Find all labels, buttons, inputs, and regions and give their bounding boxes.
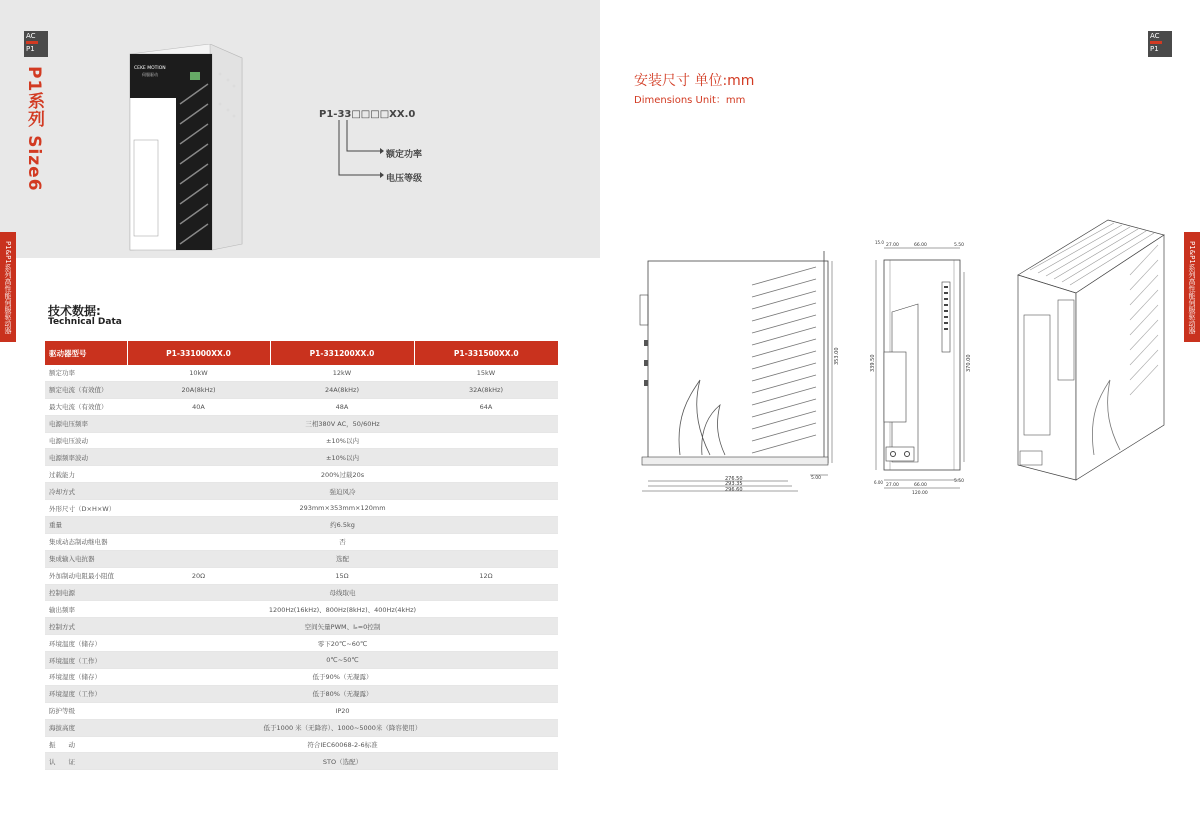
dimensions-title-en: Dimensions Unit：mm (634, 95, 746, 106)
spec-row-label: 控制电源 (45, 584, 127, 601)
dim-front-top4: 15.0 (875, 240, 884, 245)
spec-row-label: 额定功率 (45, 365, 127, 381)
product-brand: CEKE MOTION (134, 66, 166, 71)
spec-row (45, 449, 558, 466)
spec-row-label: 环境湿度（储存） (45, 669, 127, 686)
spec-row-label: 重量 (45, 517, 127, 534)
dim-side-height: 353.00 (834, 347, 840, 365)
spec-row (45, 533, 558, 550)
spec-row (45, 517, 558, 534)
tech-title-cn: 技术数据: (48, 304, 101, 318)
spec-header-row (45, 341, 558, 365)
spec-row (45, 432, 558, 449)
model-code: P1-33□□□□XX.0 (319, 109, 416, 120)
spec-row-label: 输出频率 (45, 601, 127, 618)
dim-front-top1: 27.00 (886, 243, 899, 248)
spec-row (45, 685, 558, 702)
spec-row (45, 567, 558, 584)
spec-row-value: 40A (127, 398, 270, 415)
spec-header-label: 驱动器型号 (45, 341, 127, 365)
spec-row (45, 669, 558, 686)
dim-front-bot3: 120.00 (912, 491, 928, 496)
hero-banner (0, 0, 600, 258)
series-logo-right: AC P1 (1148, 31, 1172, 57)
spec-row-value: STO（选配） (127, 753, 558, 770)
spec-row (45, 365, 558, 381)
spec-row-value: IP20 (127, 702, 558, 719)
dim-front-left2: 370.00 (966, 354, 972, 372)
spec-row-label: 外加制动电阻最小阻值 (45, 567, 127, 584)
spec-row-value: 12kW (270, 365, 414, 381)
spec-row (45, 736, 558, 753)
spec-row-value: 零下20℃~60℃ (127, 635, 558, 652)
spec-row-value: 低于80%（无凝露） (127, 685, 558, 702)
spec-row (45, 381, 558, 398)
spec-row-label: 防护等级 (45, 702, 127, 719)
dim-side-foot: 5.00 (811, 476, 822, 481)
spec-row-value: 15Ω (270, 567, 414, 584)
spec-row-label: 振 动 (45, 736, 127, 753)
spec-row-value: 32A(8kHz) (414, 381, 558, 398)
spec-row-value: 低于1000 米（无降容）、1000~5000米（降容使用） (127, 719, 558, 736)
spec-row-value: 15kW (414, 365, 558, 381)
dim-side-w3: 296.60 (725, 487, 743, 493)
spec-row (45, 702, 558, 719)
left-side-tab: P1&P1系列高性能伺服驱动器 (0, 232, 16, 342)
spec-row-label: 集成输入电抗器 (45, 550, 127, 567)
tech-title-en: Technical Data (48, 317, 122, 327)
spec-row-label: 外形尺寸（D×H×W） (45, 500, 127, 517)
series-title: P1系列 Size6 (24, 66, 44, 192)
spec-row-value: 200%过载20s (127, 466, 558, 483)
spec-header-model: P1-331200XX.0 (270, 341, 414, 365)
dim-side-w2: 293.35 (725, 481, 743, 487)
spec-row-label: 电源电压波动 (45, 432, 127, 449)
spec-row (45, 483, 558, 500)
spec-row (45, 753, 558, 770)
spec-row-value: 约6.5kg (127, 517, 558, 534)
product-brand-cn: 伺服驱动 (142, 72, 158, 77)
spec-row-label: 集成动态制动继电器 (45, 533, 127, 550)
spec-row-value: 20Ω (127, 567, 270, 584)
dim-front-top2: 66.00 (914, 243, 927, 248)
spec-header-model: P1-331500XX.0 (414, 341, 558, 365)
right-side-tab: P1&P1系列高性能伺服驱动器 (1184, 232, 1200, 342)
spec-row-value: 48A (270, 398, 414, 415)
spec-row-label: 额定电流（有效值） (45, 381, 127, 398)
spec-row-value: 否 (127, 533, 558, 550)
spec-row-label: 冷却方式 (45, 483, 127, 500)
dim-front-bot2: 66.00 (914, 483, 927, 488)
spec-row (45, 500, 558, 517)
spec-row-label: 控制方式 (45, 618, 127, 635)
spec-row-value: 选配 (127, 550, 558, 567)
isometric-view-drawing (1010, 215, 1170, 485)
spec-row-value: ±10%以内 (127, 432, 558, 449)
spec-row (45, 415, 558, 432)
spec-row-value: 0℃~50℃ (127, 652, 558, 669)
spec-row-label: 电源电压频率 (45, 415, 127, 432)
label-voltage-level: 电压等级 (386, 174, 423, 184)
spec-row-value: 低于90%（无凝露） (127, 669, 558, 686)
spec-row (45, 635, 558, 652)
spec-row-value: 64A (414, 398, 558, 415)
spec-row-label: 环境温度（工作） (45, 652, 127, 669)
series-logo: AC P1 (24, 31, 48, 57)
spec-row (45, 618, 558, 635)
spec-row-value: ±10%以内 (127, 449, 558, 466)
side-view-drawing (630, 245, 840, 500)
spec-row-label: 环境湿度（工作） (45, 685, 127, 702)
spec-row (45, 398, 558, 415)
spec-row-label: 过载能力 (45, 466, 127, 483)
dim-front-bot1: 27.00 (886, 483, 899, 488)
spec-header-model: P1-331000XX.0 (127, 341, 270, 365)
spec-row-value: 三相380V AC，50/60Hz (127, 415, 558, 432)
dim-front-left1: 339.50 (870, 354, 876, 372)
code-bracket (336, 118, 386, 180)
spec-row-value: 强迫风冷 (127, 483, 558, 500)
spec-row (45, 719, 558, 736)
spec-row-label: 最大电流（有效值） (45, 398, 127, 415)
label-rated-power: 额定功率 (386, 150, 423, 160)
spec-row-label: 电源频率波动 (45, 449, 127, 466)
spec-row (45, 584, 558, 601)
spec-row-label: 环境温度（储存） (45, 635, 127, 652)
spec-table (45, 341, 558, 770)
spec-row-label: 海拔高度 (45, 719, 127, 736)
front-view-drawing (870, 232, 975, 512)
spec-row-value: 293mm×353mm×120mm (127, 500, 558, 517)
spec-row (45, 466, 558, 483)
spec-row-value: 12Ω (414, 567, 558, 584)
spec-row-value: 1200Hz(16kHz)、800Hz(8kHz)、400Hz(4kHz) (127, 601, 558, 618)
dimensions-title-cn: 安装尺寸 单位:mm (634, 73, 755, 89)
spec-row-value: 空间矢量PWM、Iₑ=0控制 (127, 618, 558, 635)
spec-row (45, 550, 558, 567)
dim-front-left3: 6.00 (874, 480, 883, 485)
spec-row-value: 母线取电 (127, 584, 558, 601)
spec-row-value: 20A(8kHz) (127, 381, 270, 398)
product-image (120, 44, 250, 254)
spec-row-value: 24A(8kHz) (270, 381, 414, 398)
spec-row-value: 符合IEC60068-2-6标准 (127, 736, 558, 753)
spec-row-value: 10kW (127, 365, 270, 381)
spec-row (45, 652, 558, 669)
dim-front-bot4: 5.50 (954, 479, 965, 484)
spec-row-label: 认 证 (45, 753, 127, 770)
dim-side-w1: 276.50 (725, 476, 743, 482)
spec-row (45, 601, 558, 618)
dim-front-top3: 5.50 (954, 243, 965, 248)
